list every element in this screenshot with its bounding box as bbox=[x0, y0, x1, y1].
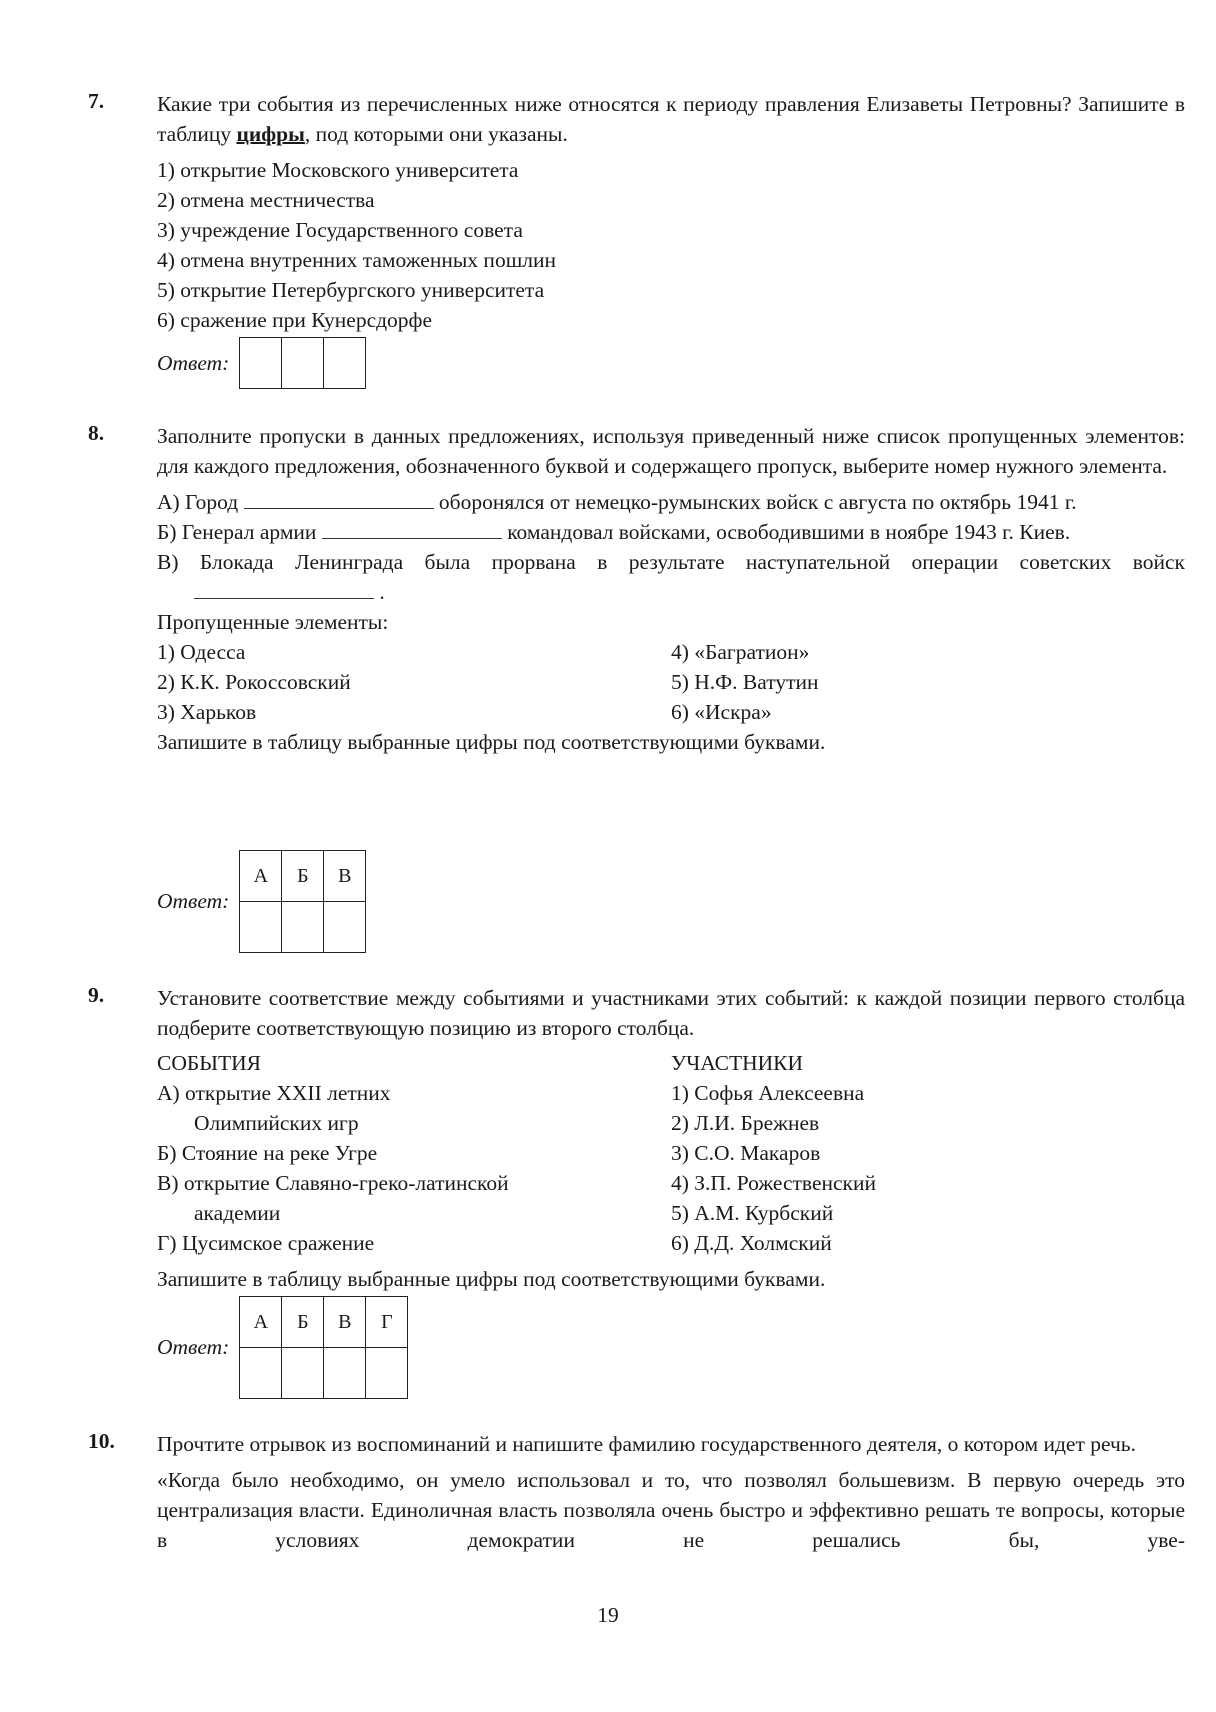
blank bbox=[322, 520, 502, 539]
answer-table bbox=[239, 1296, 408, 1399]
option: 3) учреждение Государственного совета bbox=[157, 218, 523, 242]
sentence-a: А) Город оборонялся от немецко-румынских войск с августа по октябрь 1941 г. bbox=[157, 490, 1077, 514]
quote: «Когда было необходимо, он умело использовал и то, что позволял большевизм. В первую очередь это централизация власти. Единоличная власть позволяла очень быстро и эффективно решать те вопросы, которые в условиях демократии не решались бы, уве- bbox=[157, 1468, 1185, 1552]
answer-cell[interactable] bbox=[240, 338, 282, 389]
participant: 3) С.О. Макаров bbox=[671, 1141, 821, 1165]
participant: 1) Софья Алексеевна bbox=[671, 1081, 865, 1105]
column-title: УЧАСТНИКИ bbox=[671, 1051, 804, 1075]
answer-area bbox=[157, 1296, 408, 1399]
header-cell: А bbox=[240, 851, 282, 902]
event: Олимпийских игр bbox=[194, 1111, 359, 1135]
option: 6) «Искра» bbox=[671, 700, 772, 724]
question-number: 9. bbox=[88, 983, 105, 1007]
emphasis: цифры bbox=[236, 122, 305, 146]
answer-cell[interactable] bbox=[324, 338, 366, 389]
event: Г) Цусимское сражение bbox=[157, 1231, 375, 1255]
participant: 5) А.М. Курбский bbox=[671, 1201, 834, 1225]
answer-cell[interactable] bbox=[366, 1348, 408, 1399]
instruction: Запишите в таблицу выбранные цифры под соответствующими буквами. bbox=[157, 730, 826, 754]
option: 3) Харьков bbox=[157, 700, 257, 724]
column-title: СОБЫТИЯ bbox=[157, 1051, 261, 1075]
answer-cell[interactable] bbox=[282, 902, 324, 953]
blank bbox=[244, 490, 434, 509]
sentence-c: В) Блокада Ленинграда была прорвана в результате наступательной операции советских войск . bbox=[157, 550, 1185, 604]
answer-label: Ответ: bbox=[157, 889, 230, 913]
answer-area bbox=[157, 337, 366, 389]
header-cell: Б bbox=[282, 1297, 324, 1348]
question-number: 10. bbox=[88, 1429, 115, 1453]
participant: 6) Д.Д. Холмский bbox=[671, 1231, 832, 1255]
header-cell: В bbox=[324, 1297, 366, 1348]
event: академии bbox=[194, 1201, 281, 1225]
header-cell: Б bbox=[282, 851, 324, 902]
header-cell: Г bbox=[366, 1297, 408, 1348]
answer-cell[interactable] bbox=[324, 902, 366, 953]
question-number: 8. bbox=[88, 421, 105, 445]
answer-cell[interactable] bbox=[324, 1348, 366, 1399]
option: 5) Н.Ф. Ватутин bbox=[671, 670, 819, 694]
instruction: Запишите в таблицу выбранные цифры под соответствующими буквами. bbox=[157, 1267, 826, 1291]
sentence-b: Б) Генерал армии командовал войсками, освободившими в ноябре 1943 г. Киев. bbox=[157, 520, 1071, 544]
option: 4) «Багратион» bbox=[671, 640, 810, 664]
question-number: 7. bbox=[88, 89, 105, 113]
answer-cell[interactable] bbox=[240, 902, 282, 953]
page-number: 19 bbox=[597, 1603, 619, 1627]
option: 4) отмена внутренних таможенных пошлин bbox=[157, 248, 556, 272]
answer-cell[interactable] bbox=[282, 338, 324, 389]
event: В) открытие Славяно-греко-латинской bbox=[157, 1171, 509, 1195]
question-text: Какие три события из перечисленных ниже относятся к периоду правления Елизаветы Петровны? Запишите в таблицу цифры, под которыми они указаны. bbox=[157, 92, 1185, 146]
option: 2) отмена местничества bbox=[157, 188, 375, 212]
question-text: Установите соответствие между событиями и участниками этих событий: к каждой позиции первого столбца подберите соответствующую позицию из второго столбца. bbox=[157, 986, 1185, 1040]
header-cell: А bbox=[240, 1297, 282, 1348]
option: 5) открытие Петербургского университета bbox=[157, 278, 545, 302]
event: А) открытие XXII летних bbox=[157, 1081, 391, 1105]
question-text: Прочтите отрывок из воспоминаний и напишите фамилию государственного деятеля, о котором идет речь. bbox=[157, 1432, 1136, 1456]
answer-area bbox=[157, 850, 366, 953]
answer-label: Ответ: bbox=[157, 1335, 230, 1359]
participant: 2) Л.И. Брежнев bbox=[671, 1111, 820, 1135]
option: 1) открытие Московского университета bbox=[157, 158, 519, 182]
option: 2) К.К. Рокоссовский bbox=[157, 670, 351, 694]
missing-title: Пропущенные элементы: bbox=[157, 610, 389, 634]
option: 1) Одесса bbox=[157, 640, 246, 664]
blank bbox=[194, 580, 374, 599]
event: Б) Стояние на реке Угре bbox=[157, 1141, 378, 1165]
answer-table bbox=[239, 850, 366, 953]
option: 6) сражение при Кунерсдорфе bbox=[157, 308, 433, 332]
answer-label: Ответ: bbox=[157, 350, 230, 375]
participant: 4) З.П. Рожественский bbox=[671, 1171, 877, 1195]
header-cell: В bbox=[324, 851, 366, 902]
answer-cell[interactable] bbox=[240, 1348, 282, 1399]
answer-table bbox=[239, 337, 366, 389]
question-text: Заполните пропуски в данных предложениях, используя приведенный ниже список пропущенных элементов: для каждого предложения, обозначенного буквой и содержащего пропуск, выберите номер нужного элемента. bbox=[157, 424, 1185, 478]
answer-cell[interactable] bbox=[282, 1348, 324, 1399]
